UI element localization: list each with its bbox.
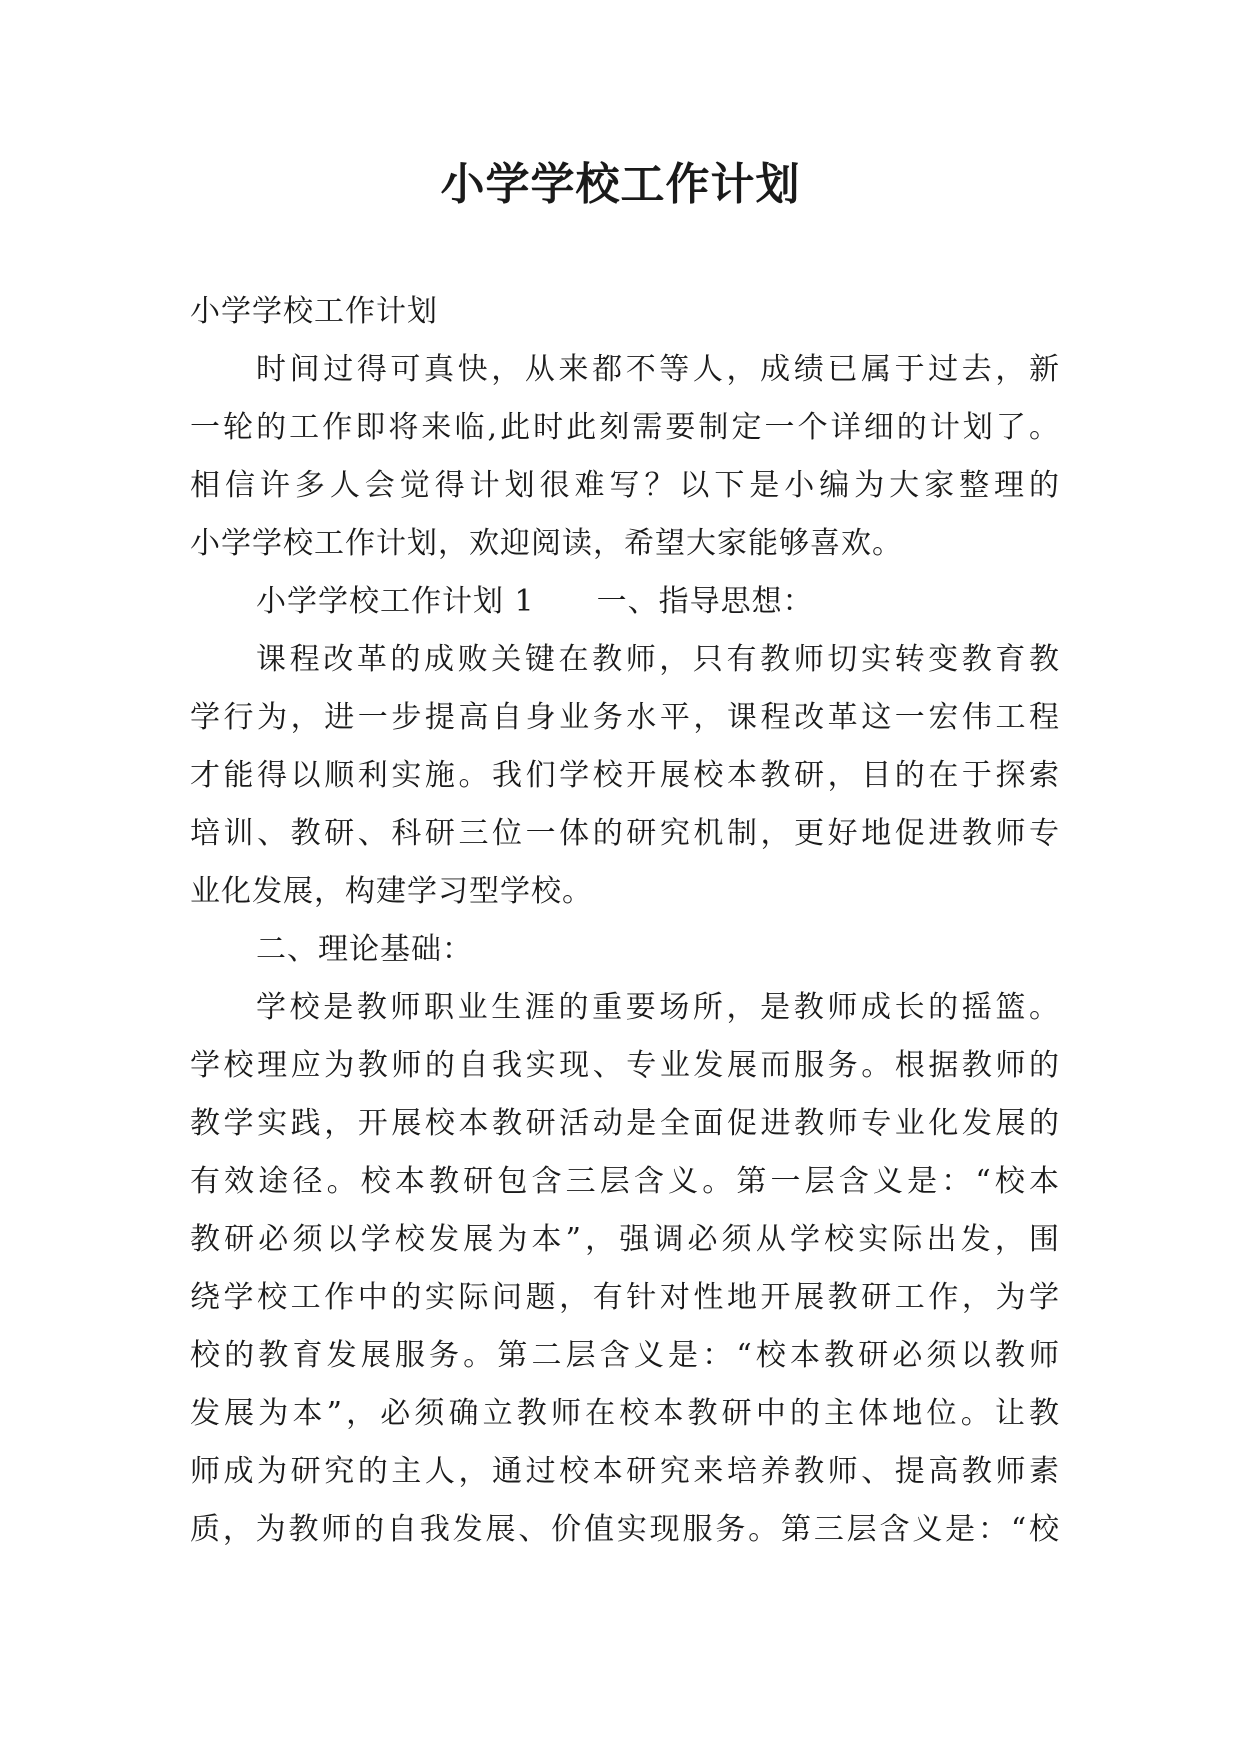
body-line: 教学实践，开展校本教研活动是全面促进教师专业化发展的 (190, 1106, 1060, 1141)
body-line: 绕学校工作中的实际问题，有针对性地开展教研工作，为学 (190, 1280, 1060, 1315)
body-line: 小学学校工作计划 (190, 294, 438, 329)
body-line: 二、理论基础： (256, 932, 473, 967)
body-line: 小学学校工作计划，欢迎阅读，希望大家能够喜欢。 (190, 526, 903, 561)
body-line: 校的教育发展服务。第二层含义是：“校本教研必须以教师 (190, 1338, 1060, 1373)
body-line: 培训、教研、科研三位一体的研究机制，更好地促进教师专 (190, 816, 1060, 851)
body-line: 学行为，进一步提高自身业务水平，课程改革这一宏伟工程 (190, 700, 1060, 735)
body-line: 业化发展，构建学习型学校。 (190, 874, 593, 909)
body-line: 课程改革的成败关键在教师，只有教师切实转变教育教 (256, 642, 1060, 677)
body-line: 一轮的工作即将来临,此时此刻需要制定一个详细的计划了。 (190, 410, 1060, 445)
document-title: 小学学校工作计划 (440, 159, 801, 210)
body-line: 教研必须以学校发展为本”，强调必须从学校实际出发，围 (190, 1222, 1060, 1257)
body-line: 师成为研究的主人，通过校本研究来培养教师、提高教师素 (190, 1454, 1060, 1489)
body-line: 发展为本”，必须确立教师在校本教研中的主体地位。让教 (190, 1396, 1060, 1431)
body-line: 才能得以顺利实施。我们学校开展校本教研，目的在于探索 (190, 758, 1060, 793)
body-line: 学校理应为教师的自我实现、专业发展而服务。根据教师的 (190, 1048, 1060, 1083)
body-line: 小学学校工作计划 1 一、指导思想： (256, 584, 814, 619)
body-line: 有效途径。校本教研包含三层含义。第一层含义是：“校本 (190, 1164, 1060, 1199)
body-line: 时间过得可真快，从来都不等人，成绩已属于过去，新 (256, 352, 1060, 387)
body-line: 相信许多人会觉得计划很难写？以下是小编为大家整理的 (190, 468, 1060, 503)
document-body (190, 283, 1060, 1559)
body-line: 学校是教师职业生涯的重要场所，是教师成长的摇篮。 (256, 990, 1060, 1025)
body-line: 质，为教师的自我发展、价值实现服务。第三层含义是：“校 (190, 1512, 1060, 1547)
